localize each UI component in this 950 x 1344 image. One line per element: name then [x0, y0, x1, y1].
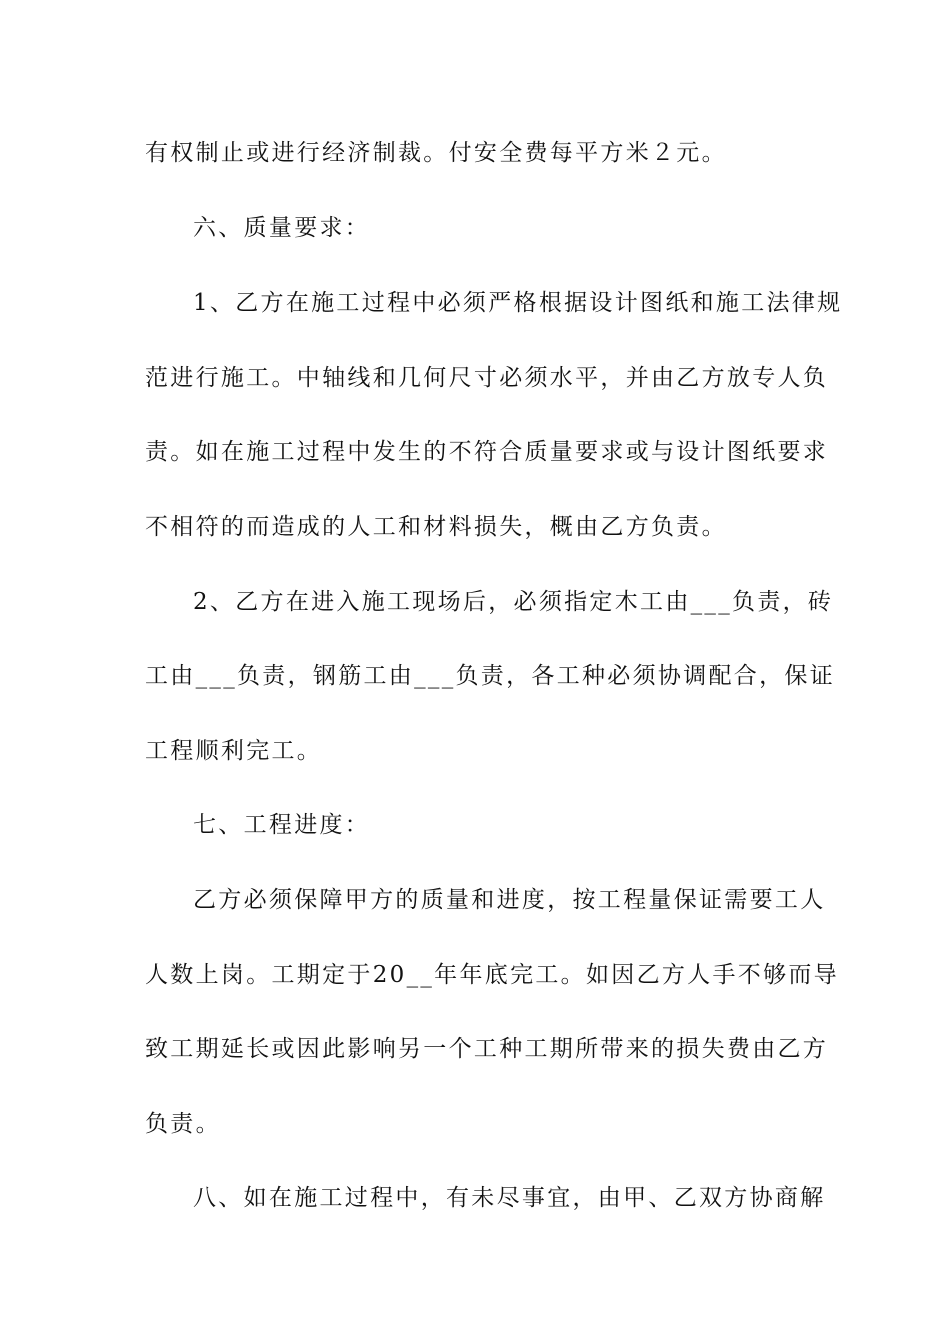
text-line: 负责。	[145, 1111, 221, 1137]
text-line: 1、乙方在施工过程中必须严格根据设计图纸和施工法律规	[193, 290, 843, 316]
text-line: 范进行施工。中轴线和几何尺寸必须水平，并由乙方放专人负	[145, 365, 829, 391]
text-line: 乙方必须保障甲方的质量和进度，按工程量保证需要工人	[193, 887, 826, 913]
section-heading-quality: 六、质量要求：	[193, 215, 371, 241]
text-line: 致工期延长或因此影响另一个工种工期所带来的损失费由乙方	[145, 1036, 829, 1062]
text-line: 有权制止或进行经济制裁。付安全费每平方米２元。	[145, 140, 727, 166]
section-heading-progress: 七、工程进度：	[193, 812, 371, 838]
section-heading-other: 八、如在施工过程中，有未尽事宜，由甲、乙双方协商解	[193, 1185, 826, 1211]
text-line: 工由___负责，钢筋工由___负责，各工种必须协调配合，保证	[145, 663, 835, 689]
text-line: 责。如在施工过程中发生的不符合质量要求或与设计图纸要求	[145, 439, 829, 465]
text-line: 工程顺利完工。	[145, 738, 323, 764]
text-line: 人数上岗。工期定于20__年年底完工。如因乙方人手不够而导	[145, 962, 839, 988]
text-line: 2、乙方在进入施工现场后，必须指定木工由___负责，砖	[193, 589, 834, 615]
text-line: 不相符的而造成的人工和材料损失，概由乙方负责。	[145, 514, 727, 540]
